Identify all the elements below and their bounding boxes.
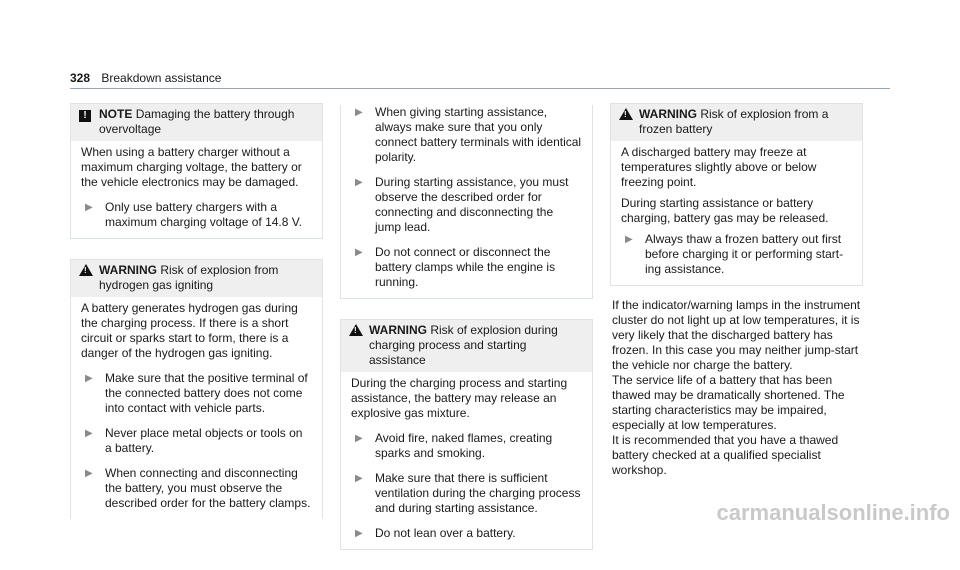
- list-item: ▶ When giving starting assistance, always make sure that you only connect battery terminals with identical polarity.: [355, 105, 582, 164]
- note-title: Damaging the battery through overvoltage: [99, 107, 295, 136]
- list-item: ▶ Only use battery chargers with a maximum charging voltage of 14.8 V.: [85, 200, 302, 229]
- warning-label: WARNING: [639, 107, 697, 121]
- warning-body: A battery generates hydrogen gas during the charging process. If there is a short circuit or sparks start to form, there is a danger of the hydrogen gas igniting.: [81, 301, 298, 360]
- header-divider: [70, 88, 890, 89]
- warning-title: Risk of explosion during charging process and starting assistance: [369, 323, 558, 367]
- warning-label: WARNING: [369, 323, 427, 337]
- list-item: ▶ Do not connect or disconnect the battery clamps while the engine is running.: [355, 245, 556, 289]
- list-item: ▶ When connecting and disconnecting the battery, you must observe the described order for the battery clamps.: [85, 466, 311, 510]
- arrow-icon: ▶: [85, 468, 93, 479]
- warning-label: WARNING: [99, 263, 157, 277]
- arrow-icon: ▶: [355, 247, 363, 258]
- warning-triangle-icon: [349, 324, 363, 336]
- paragraph: The service life of a battery that has been thawed may be dramatically shortened. The starting characteristics may be impaired, especially at low temperatures.: [612, 373, 845, 432]
- list-item: ▶ Never place metal objects or tools on a battery.: [85, 426, 303, 455]
- column-3: [610, 103, 863, 478]
- note-header: [71, 104, 322, 141]
- arrow-icon: ▶: [85, 373, 93, 384]
- list-item: ▶ Make sure that there is sufficient ventilation during the charging process and during starting assistance.: [355, 471, 581, 515]
- warning-header: [341, 320, 592, 372]
- arrow-icon: ▶: [355, 473, 363, 484]
- list-item: ▶ Avoid fire, naked flames, creating sparks and smoking.: [355, 431, 553, 460]
- note-body: When using a battery charger without a maximum charging voltage, the battery or the vehicle electronics may be damaged.: [81, 145, 302, 189]
- list-item: ▶ Always thaw a frozen battery out first before charging it or performing start-ing assistance.: [625, 232, 844, 276]
- column-1: [70, 103, 323, 519]
- warning-body: A discharged battery may freeze at temperatures slightly above or below freezing point.: [621, 145, 817, 189]
- note-box: [70, 103, 323, 239]
- arrow-icon: ▶: [355, 107, 363, 118]
- arrow-icon: ▶: [85, 428, 93, 439]
- list-item: ▶ During starting assistance, you must observe the described order for connecting and disconnecting the jump lead.: [355, 175, 569, 234]
- warning-box: [340, 319, 593, 550]
- section-title: Breakdown assistance: [101, 71, 222, 85]
- paragraph: It is recommended that you have a thawed battery checked at a qualified specialist workshop.: [612, 433, 839, 477]
- body-text: [610, 298, 863, 478]
- warning-triangle-icon: [619, 108, 633, 120]
- list-item: ▶ Do not lean over a battery.: [355, 526, 516, 540]
- page-header: [70, 71, 221, 86]
- arrow-icon: ▶: [85, 202, 93, 213]
- continued-warning-box: [340, 105, 593, 299]
- exclamation-icon: !: [79, 110, 91, 122]
- warning-box: [70, 259, 323, 519]
- page-number: 328: [70, 71, 91, 85]
- paragraph: If the indicator/warning lamps in the instrument cluster do not light up at low temperatures, it is very likely that the discharged battery has frozen. In this case you may neither jump-start the vehicle nor charge the battery.: [612, 298, 861, 372]
- arrow-icon: ▶: [355, 177, 363, 188]
- warning-header: [611, 104, 862, 141]
- arrow-icon: ▶: [355, 433, 363, 444]
- warning-header: [71, 260, 322, 297]
- warning-triangle-icon: [79, 264, 93, 276]
- arrow-icon: ▶: [625, 234, 633, 245]
- warning-title: Risk of explosion from a frozen battery: [639, 107, 829, 136]
- note-label: NOTE: [99, 107, 133, 121]
- warning-body: During starting assistance or battery charging, battery gas may be released.: [621, 196, 829, 225]
- warning-body: During the charging process and starting assistance, the battery may release an explosive gas mixture.: [351, 376, 568, 420]
- watermark: carmanualsonline.info: [716, 500, 950, 525]
- list-item: ▶ Make sure that the positive terminal of the connected battery does not come into contact with vehicle parts.: [85, 371, 308, 415]
- column-2: [340, 103, 593, 570]
- warning-box: [610, 103, 863, 286]
- arrow-icon: ▶: [355, 528, 363, 539]
- warning-title: Risk of explosion from hydrogen gas igniting: [99, 263, 279, 292]
